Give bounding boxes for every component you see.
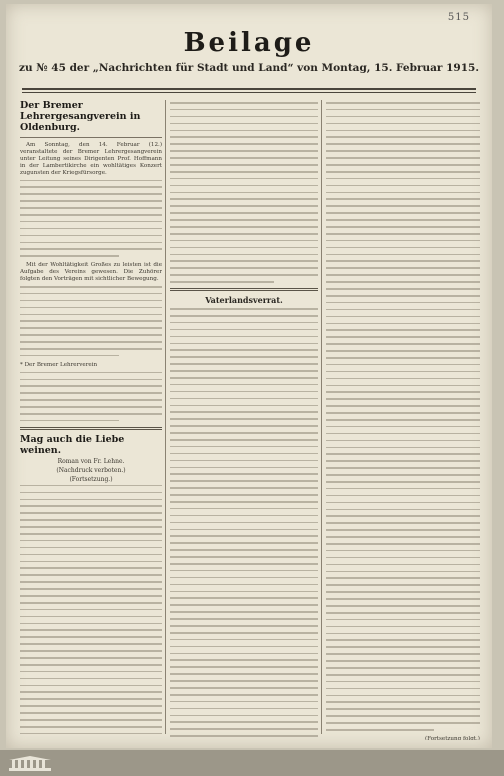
rule	[170, 288, 318, 291]
middle-column	[170, 100, 318, 740]
masthead-subtitle: zu № 45 der „Nachrichten für Stadt und Land“ von Montag, 15. Februar 1915.	[18, 62, 479, 74]
article-paragraph: Am Sonntag, den 14. Februar (12.) veranstaltete der Bremer Lehrergesangverein unter Leitung seines Dirigenten Prof. Hoffmann in der Lambertikirche ein wohltätiges Konzert zugunsten der Kriegsfürsorge.	[20, 142, 162, 176]
serial-continuation-note: (Fortsetzung folgt.)	[424, 735, 480, 740]
masthead-rule	[22, 88, 476, 93]
column-divider	[165, 100, 166, 734]
masthead-title: Beilage	[183, 28, 315, 58]
serial-author: Roman von Fr. Lehne.	[57, 457, 125, 465]
text-lines	[20, 180, 162, 257]
column-divider	[321, 100, 322, 734]
left-column	[20, 100, 162, 740]
text-lines	[20, 372, 162, 422]
serial-continuation: (Fortsetzung.)	[69, 475, 113, 483]
page-number: 515	[447, 12, 470, 23]
article-headline: Vaterlandsverrat.	[205, 295, 283, 306]
text-lines	[326, 102, 480, 731]
archive-logo-icon	[8, 756, 52, 772]
right-column	[326, 100, 480, 740]
rule	[20, 137, 162, 138]
article-headline: Der Bremer Lehrergesangverein in Oldenburg.	[20, 100, 141, 133]
text-lines	[20, 286, 162, 357]
masthead	[6, 28, 492, 74]
text-lines	[170, 102, 318, 283]
section-mark: * Der Bremer Lehrerverein	[20, 361, 98, 368]
rule	[20, 427, 162, 430]
text-lines	[20, 485, 162, 740]
text-lines	[170, 308, 318, 740]
article-paragraph: Mit der Wohltätigkeit Großes zu leisten ist die Aufgabe des Vereins gewesen. Die Zuhörer folgten den Vorträgen mit sichtlicher Bewegung.	[20, 262, 162, 283]
scan-footer	[0, 750, 504, 776]
serial-note: (Nachdruck verboten.)	[56, 466, 126, 474]
newspaper-page	[6, 4, 492, 748]
serial-title: Mag auch die Liebe weinen.	[20, 433, 125, 456]
